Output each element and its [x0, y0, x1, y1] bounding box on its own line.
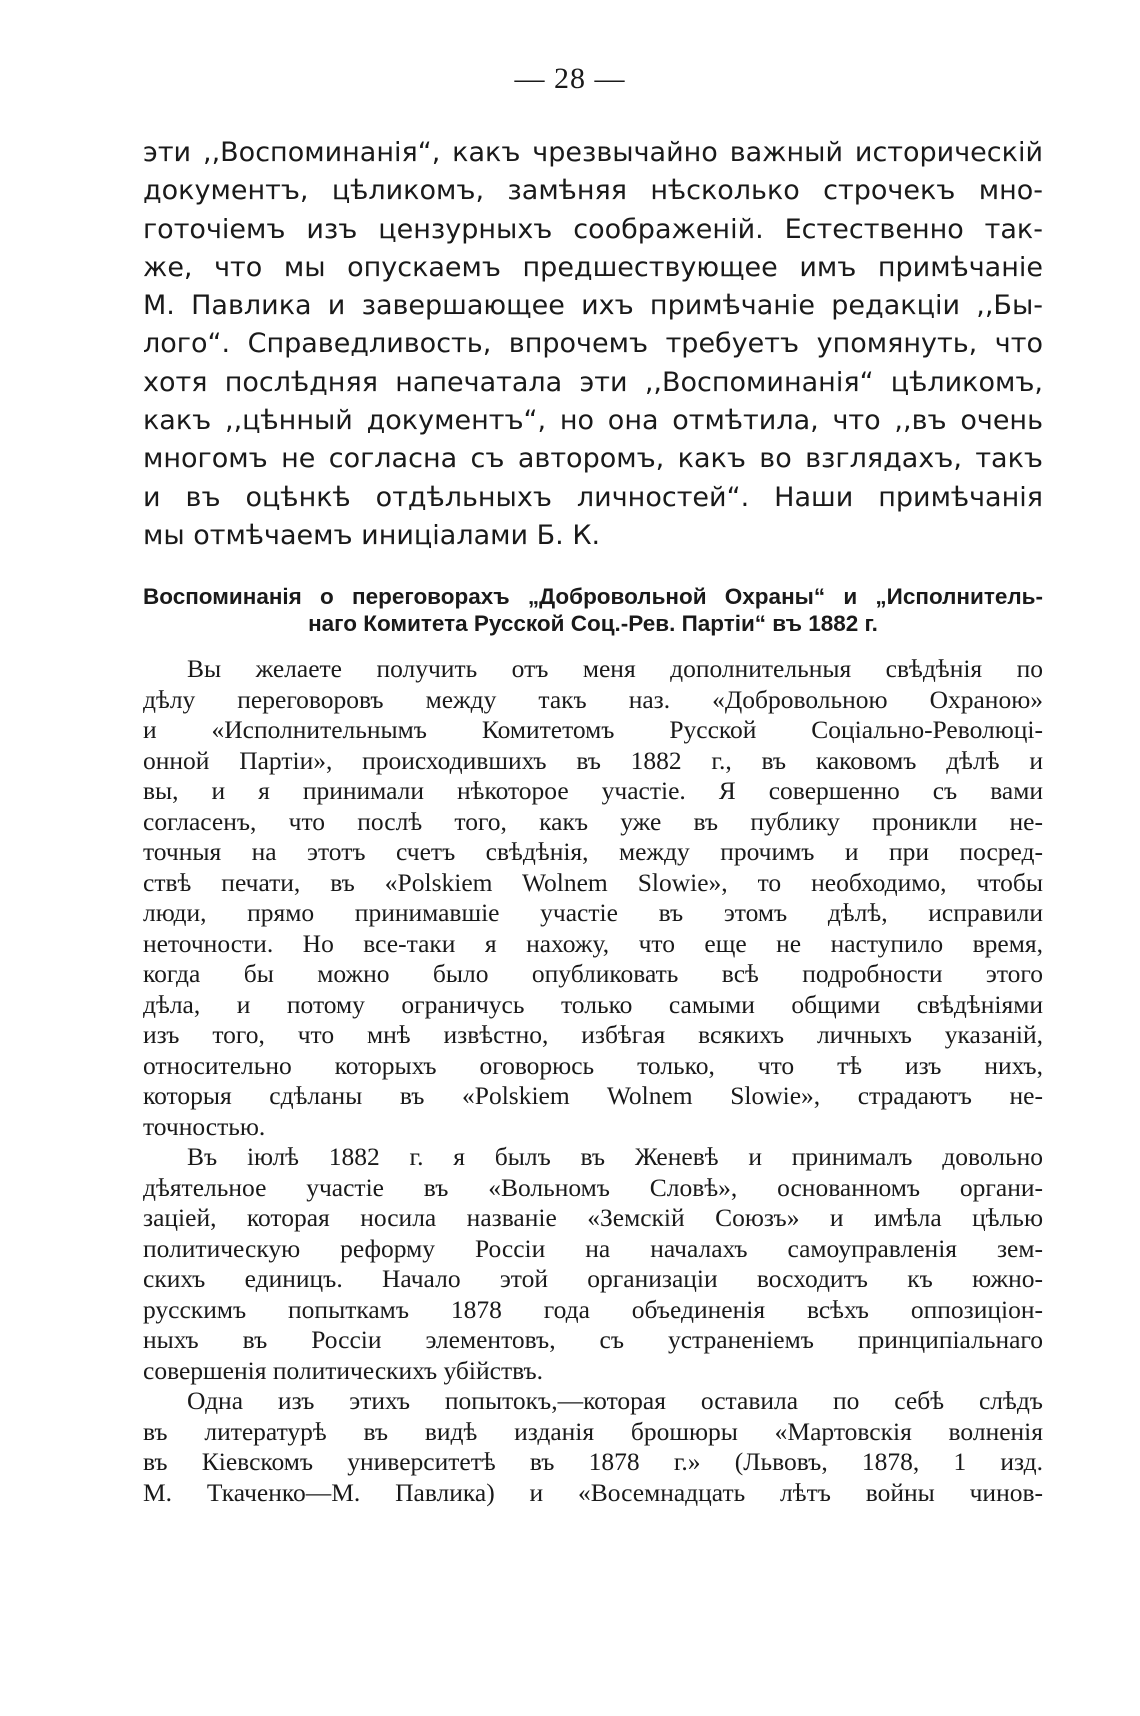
letter-line: дѣлу переговоровъ между такъ наз. «Добровольною Охраною»	[143, 684, 1043, 714]
intro-line: же, что мы опускаемъ предшествующее имъ примѣчаніе	[143, 251, 1043, 283]
letter-line: когда бы можно было опубликовать всѣ подробности этого	[143, 959, 1043, 988]
letter-body	[143, 654, 1043, 1508]
page-number: — 28 —	[514, 62, 626, 95]
intro-line: лого“. Справедливость, впрочемъ требуетъ упомянуть, что	[143, 328, 1043, 360]
letter-line: вы, и я принимали нѣкоторое участіе. Я совершенно съ вами	[143, 776, 1043, 805]
letter-line: совершенія политическихъ убійствъ.	[143, 1355, 544, 1385]
letter-line: дѣла, и потому ограничусь только самыми общими свѣдѣніями	[143, 989, 1043, 1019]
letter-line: точныя на этотъ счетъ свѣдѣнія, между прочимъ и при посред-	[143, 837, 1043, 866]
intro-line: хотя послѣдняя напечатала эти ,,Воспоминанія“ цѣликомъ,	[143, 366, 1043, 398]
letter-line: онной Партіи», происходившихъ въ 1882 г., въ каковомъ дѣлѣ и	[143, 745, 1043, 775]
letter-line: согласенъ, что послѣ того, какъ уже въ публику проникли не-	[143, 806, 1043, 836]
intro-line: и въ оцѣнкѣ отдѣльныхъ личностей“. Наши примѣчанія	[143, 481, 1043, 513]
letter-line: ныхъ въ Россіи элементовъ, съ устраненіемъ принципіальнаго	[143, 1325, 1043, 1354]
letter-line: дѣятельное участіе въ «Вольномъ Словѣ», основанномъ органи-	[143, 1172, 1043, 1202]
letter-line: неточности. Но все-таки я нахожу, что еще не наступило время,	[143, 928, 1043, 958]
heading-line: Воспоминанія о переговорахъ „Добровольной Охраны“ и „Исполнитель-	[143, 584, 1043, 609]
letter-line: люди, прямо принимавшіе участіе въ этомъ дѣлѣ, исправили	[143, 898, 1043, 927]
intro-paragraph	[143, 134, 1043, 555]
letter-line: Одна изъ этихъ попытокъ,—которая оставила по себѣ слѣдъ	[187, 1386, 1043, 1415]
letter-line: скихъ единицъ. Начало этой организаціи восходитъ къ южно-	[143, 1264, 1043, 1293]
intro-line: М. Павлика и завершающее ихъ примѣчаніе редакціи ,,Бы-	[143, 290, 1043, 322]
letter-line: политическую реформу Россіи на началахъ самоуправленія зем-	[143, 1233, 1043, 1263]
letter-line: заціей, которая носила названіе «Земскій Союзъ» и имѣла цѣлью	[143, 1203, 1043, 1232]
section-heading	[143, 583, 1043, 637]
intro-line: готочіемъ изъ цензурныхъ соображеній. Естественно так-	[143, 213, 1043, 245]
letter-line: М. Ткаченко—М. Павлика) и «Восемнадцать лѣтъ войны чинов-	[143, 1477, 1043, 1507]
intro-line: какъ ,,цѣнный документъ“, но она отмѣтила, что ,,въ очень	[143, 405, 1043, 437]
letter-line: Въ іюлѣ 1882 г. я былъ въ Женевѣ и принималъ довольно	[187, 1142, 1043, 1171]
intro-line: эти ,,Воспоминанія“, какъ чрезвычайно важный историческій	[143, 137, 1043, 168]
letter-line: русскимъ попыткамъ 1878 года объединенія всѣхъ оппозиціон-	[143, 1294, 1043, 1324]
letter-line: изъ того, что мнѣ извѣстно, избѣгая всякихъ личныхъ указаній,	[143, 1020, 1043, 1049]
letter-line: которыя сдѣланы въ «Polskiem Wolnem Slowie», страдаютъ не-	[143, 1081, 1043, 1110]
intro-line: многомъ не согласна съ авторомъ, какъ во взглядахъ, такъ	[143, 443, 1043, 475]
letter-line: въ Кіевскомъ университетѣ въ 1878 г.» (Львовъ, 1878, 1 изд.	[143, 1447, 1043, 1476]
intro-line: мы отмѣчаемъ иниціалами Б. К.	[143, 519, 601, 551]
letter-line: относительно которыхъ оговорюсь только, что тѣ изъ нихъ,	[143, 1050, 1043, 1080]
letter-line: ствѣ печати, въ «Polskiem Wolnem Slowie», то необходимо, чтобы	[143, 867, 1043, 897]
intro-line: документъ, цѣликомъ, замѣняя нѣсколько строчекъ мно-	[143, 175, 1043, 207]
letter-line: въ литературѣ въ видѣ изданія брошюры «Мартовскія волненія	[143, 1416, 1043, 1446]
letter-line: Вы желаете получить отъ меня дополнительныя свѣдѣнія по	[187, 654, 1043, 683]
letter-line: и «Исполнительнымъ Комитетомъ Русской Соціально-Революці-	[143, 715, 1043, 744]
heading-line: наго Комитета Русской Соц.-Рев. Партіи“ въ 1882 г.	[308, 611, 878, 636]
letter-line: точностью.	[143, 1111, 266, 1141]
